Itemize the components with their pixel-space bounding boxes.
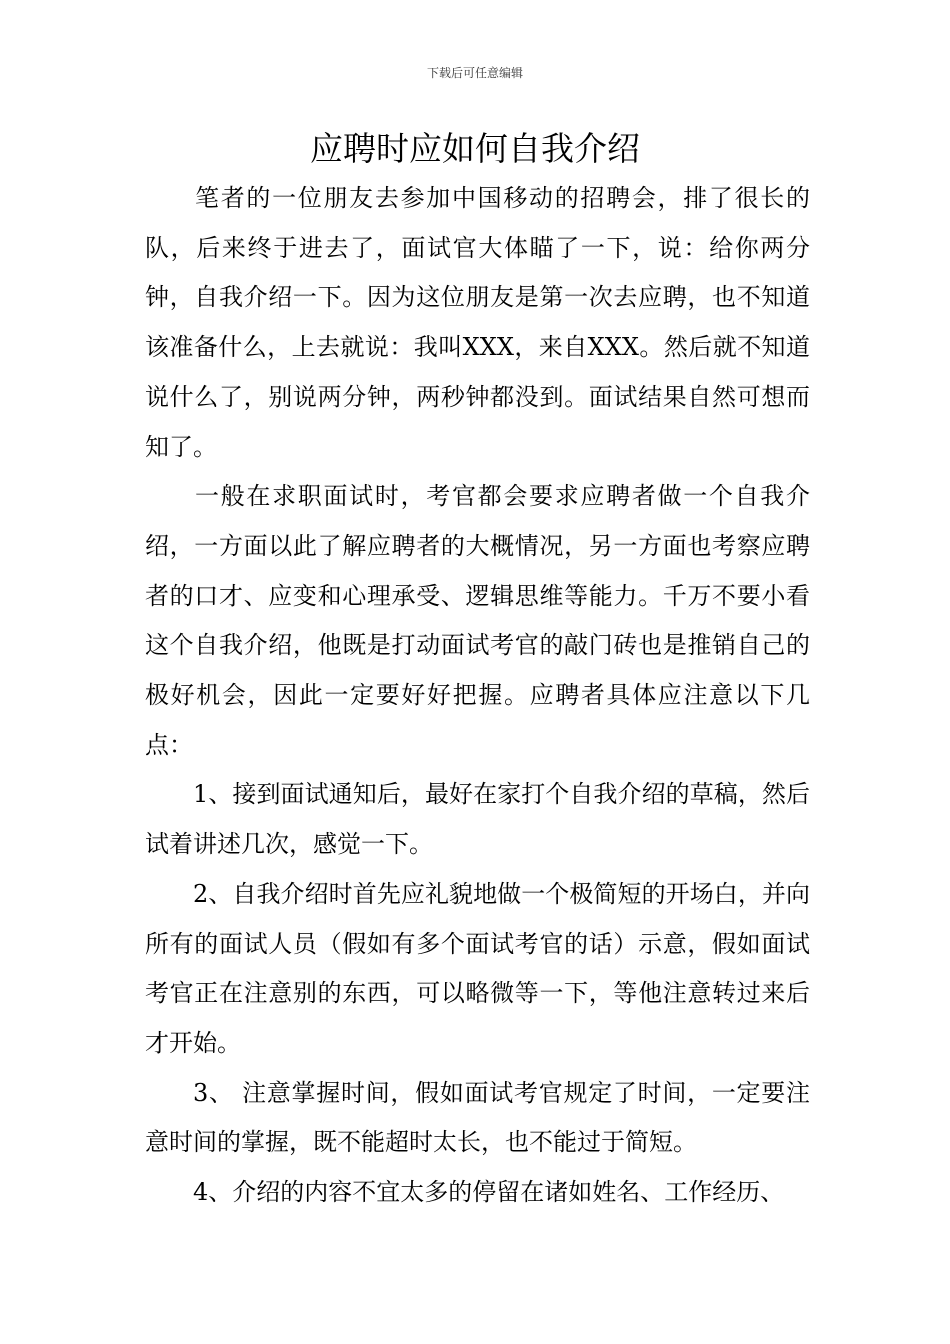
page-title: 应聘时应如何自我介绍: [310, 129, 640, 168]
article-body: [145, 174, 810, 1218]
paragraph-overview: 一般在求职面试时，考官都会要求应聘者做一个自我介绍，一方面以此了解应聘者的大概情况，另一方面也考察应聘者的口才、应变和心理承受、逻辑思维等能力。千万不要小看这个自我介绍，他既是打动面试考官的敲门砖也是推销自己的极好机会，因此一定要好好把握。应聘者具体应注意以下几点：: [145, 482, 810, 759]
paragraph-point-3: 3、 注意掌握时间，假如面试考官规定了时间，一定要注意时间的掌握，既不能超时太长，也不能过于简短。: [145, 1078, 810, 1157]
paragraph-point-4: 4、介绍的内容不宜太多的停留在诸如姓名、工作经历、: [193, 1178, 785, 1207]
paragraph-point-1: 1、接到面试通知后，最好在家打个自我介绍的草稿，然后试着讲述几次，感觉一下。: [145, 780, 810, 859]
header-note: 下载后可任意编辑: [426, 66, 523, 80]
paragraph-intro-story: 笔者的一位朋友去参加中国移动的招聘会，排了很长的队，后来终于进去了，面试官大体瞄了一下，说：给你两分钟，自我介绍一下。因为这位朋友是第一次去应聘，也不知道该准备什么，上去就说：我叫XXX，来自XXX。然后就不知道说什么了，别说两分钟，两秒钟都没到。面试结果自然可想而知了。: [145, 184, 810, 461]
paragraph-point-2: 2、自我介绍时首先应礼貌地做一个极简短的开场白，并向所有的面试人员（假如有多个面试考官的话）示意，假如面试考官正在注意别的东西，可以略微等一下，等他注意转过来后才开始。: [145, 879, 810, 1057]
